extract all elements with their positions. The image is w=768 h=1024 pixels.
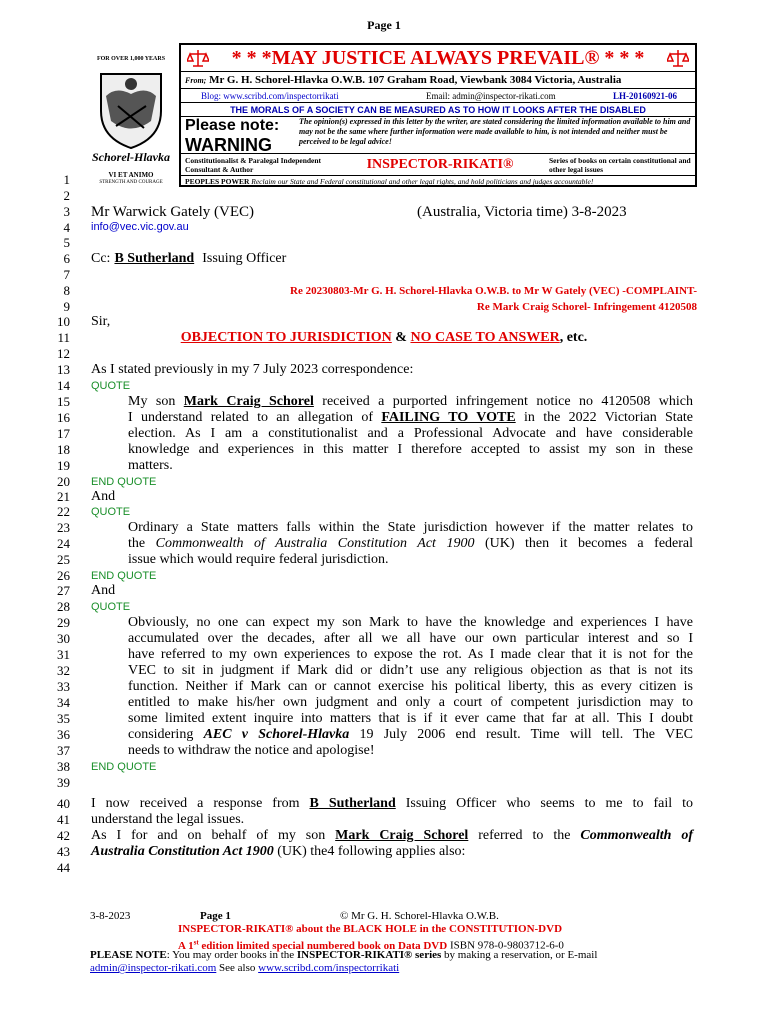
letterhead-contact <box>181 89 695 103</box>
line-number: 44 <box>57 860 70 875</box>
case-citation: AEC v Schorel-Hlavka <box>203 727 350 742</box>
text-span: See also <box>216 962 259 974</box>
line-number: 3 <box>63 204 70 219</box>
line-number: 13 <box>57 362 70 377</box>
line-number: 20 <box>57 474 70 489</box>
peoples-power-row <box>181 175 695 187</box>
son-name: Mark Craig Schorel <box>183 394 314 409</box>
line-number: 33 <box>57 679 70 694</box>
text-span: (UK) the4 following applies also: <box>273 844 466 859</box>
quote-label: QUOTE <box>91 601 131 613</box>
line-number: 41 <box>57 812 70 827</box>
paragraph-line: understand the legal issues. <box>91 812 245 827</box>
quote1-line: matters. <box>128 458 173 473</box>
text-span: (UK) then it becomes a federal <box>474 536 694 551</box>
line-number: 39 <box>57 775 70 790</box>
quote2-line: issue which would require federal jurisdiction. <box>128 552 389 567</box>
line-number: 40 <box>57 796 70 811</box>
quote-label: QUOTE <box>91 380 131 392</box>
quote1-line <box>128 410 693 426</box>
letter-heading <box>0 330 768 346</box>
quote1-line: knowledge and experiences in this matter I therefore accepted to assist my son in these <box>128 442 693 457</box>
coat-of-arms-icon <box>96 66 166 150</box>
failing-to-vote: FAILING TO VOTE <box>381 410 516 425</box>
line-number: 4 <box>63 220 70 235</box>
line-number: 27 <box>57 583 70 598</box>
quote3-line: VEC to sit in judgment if Mark did or didn’t use any religious objection as that is not its <box>128 663 693 678</box>
end-quote-label: END QUOTE <box>91 570 157 582</box>
text-span: by making a reservation, or E-mail <box>441 949 598 961</box>
footer-dvd-line: INSPECTOR-RIKATI® about the BLACK HOLE in the CONSTITUTION-DVD <box>178 923 563 935</box>
line-number: 6 <box>63 251 70 266</box>
from-address: Mr G. H. Schorel-Hlavka O.W.B. 107 Graham Road, Viewbank 3084 Victoria, Australia <box>209 74 622 86</box>
quote-label: QUOTE <box>91 506 131 518</box>
quote3-line: function. Neither if Mark can or cannot exercise his political liberty, this as every citizen is <box>128 679 693 694</box>
letter-reference: LH-20160921-06 <box>613 91 677 101</box>
footer-email-link[interactable]: admin@inspector-rikati.com <box>90 962 217 974</box>
salutation: Sir, <box>91 314 111 329</box>
please-note-label: Please note: <box>185 117 280 134</box>
text-span: 19 July 2006 end result. Time will tell. The VEC <box>349 727 693 742</box>
quote3-line: accumulated over the decades, after all we all have our own particular interest and so I <box>128 631 693 646</box>
footer-links <box>90 962 399 975</box>
text-span: A 1 <box>178 939 194 952</box>
line-number: 38 <box>57 759 70 774</box>
letterhead-title: * * *MAY JUSTICE ALWAYS PREVAIL® * * * <box>181 45 695 72</box>
line-number: 16 <box>57 410 70 425</box>
subject-line-2: Re Mark Craig Schorel- Infringement 4120508 <box>476 301 697 313</box>
letterhead-email[interactable]: Email: admin@inspector-rikati.com <box>426 91 556 101</box>
cc-label: Cc: <box>91 251 111 266</box>
line-number: 42 <box>57 828 70 843</box>
act-title: Australia Constitution Act 1900 <box>91 844 274 859</box>
act-title: Commonwealth of Australia Constitution Act 1900 <box>155 536 475 551</box>
text-span: considering <box>128 727 204 742</box>
line-number: 32 <box>57 663 70 678</box>
quote3-line <box>128 727 693 743</box>
isbn: ISBN 978-0-9803712-6-0 <box>447 939 564 952</box>
end-quote-label: END QUOTE <box>91 761 157 773</box>
text-span: in the 2022 Victorian State <box>515 410 694 425</box>
and-label: And <box>91 489 116 504</box>
line-number: 10 <box>57 314 70 329</box>
text-span: st <box>193 938 199 946</box>
logo-motto: VI ET ANIMO <box>108 171 154 179</box>
cc-name: B Sutherland <box>114 251 195 266</box>
line-number: 21 <box>57 489 70 504</box>
text-span: the <box>128 536 156 551</box>
intro-paragraph: As I stated previously in my 7 July 2023 correspondence: <box>91 362 414 377</box>
line-number: 28 <box>57 599 70 614</box>
line-number: 37 <box>57 743 70 758</box>
line-number: 22 <box>57 504 70 519</box>
disclaimer-text: The opinion(s) expressed in this letter by the writer, are stated considering the limited information available to him and may not be the same where further information were made available to him, is not intended and neither must be perceived to be legal advice! <box>299 117 691 146</box>
time-note: (Australia, Victoria time) 3-8-2023 <box>417 204 627 220</box>
morals-banner: THE MORALS OF A SOCIETY CAN BE MEASURED AS TO HOW IT LOOKS AFTER THE DISABLED <box>181 103 695 117</box>
paragraph-line <box>91 796 693 812</box>
series-name: INSPECTOR-RIKATI® series <box>296 949 442 961</box>
line-number: 31 <box>57 647 70 662</box>
line-number: 5 <box>63 235 70 250</box>
peoples-power-label: PEOPLES POWER <box>185 177 250 186</box>
quote1-line <box>128 394 693 410</box>
son-name: Mark Craig Schorel <box>335 828 469 843</box>
series-text: Series of books on certain constitutional and other legal issues <box>549 156 691 174</box>
blog-link[interactable]: Blog: www.scribd.com/inspectorrikati <box>201 91 339 101</box>
line-number: 43 <box>57 844 70 859</box>
text-span: As I for and on behalf of my son <box>91 828 336 843</box>
line-number: 19 <box>57 458 70 473</box>
inspector-rikati-title: INSPECTOR-RIKATI® <box>366 157 514 172</box>
heading-etc: , etc. <box>559 330 588 345</box>
quote2-line: Ordinary a State matters falls within the State jurisdiction however if the matter relates to <box>128 520 693 535</box>
text-span: I now received a response from <box>91 796 310 811</box>
and-label: And <box>91 583 116 598</box>
line-number: 24 <box>57 536 70 551</box>
quote2-line <box>128 536 693 552</box>
paragraph-line <box>91 844 465 860</box>
line-number: 8 <box>63 283 70 298</box>
text-span: received a purported infringement notice no 4120508 which <box>313 394 694 409</box>
footer-date: 3-8-2023 <box>90 910 131 922</box>
text-span: Issuing Officer who seems to me to fail to <box>395 796 693 811</box>
line-number: 18 <box>57 442 70 457</box>
quote3-line: entitled to make his/her own judgment and only a court of competent jurisdiction may to <box>128 695 693 710</box>
officer-name: B Sutherland <box>309 796 396 811</box>
quote3-line: Obviously, no one can expect my son Mark to have the knowledge and experiences I have <box>128 615 693 630</box>
warning-label: WARNING <box>185 135 272 155</box>
addressee: Mr Warwick Gately (VEC) <box>91 204 255 220</box>
line-number: 17 <box>57 426 70 441</box>
text-span: referred to the <box>468 828 581 843</box>
line-number: 25 <box>57 552 70 567</box>
from-label: From; <box>185 76 207 85</box>
line-number: 7 <box>63 267 70 282</box>
footer-page: Page 1 <box>200 910 231 922</box>
note-label: PLEASE NOTE <box>90 949 167 961</box>
letterhead <box>179 43 697 187</box>
quote3-line: have referred to my own experiences to expose the rot. As I made clear that it is not for the <box>128 647 693 662</box>
quote3-line: needs to withdraw the notice and apologise! <box>128 743 375 758</box>
line-number: 29 <box>57 615 70 630</box>
line-number: 30 <box>57 631 70 646</box>
heading-objection: OBJECTION TO JURISDICTION <box>180 330 392 345</box>
line-number: 2 <box>63 188 70 203</box>
consultant-text: Constitutionalist & Paralegal Independent Consultant & Author <box>185 156 322 174</box>
cc-role: Issuing Officer <box>202 251 287 266</box>
peoples-power-text: Reclaim our State and Federal constitutional and other legal rights, and hold politicians and judges accountable! <box>251 177 594 186</box>
text-span: I understand related to an allegation of <box>128 410 382 425</box>
heading-no-case: NO CASE TO ANSWER <box>410 330 560 345</box>
subject-line-1: Re 20230803-Mr G. H. Schorel-Hlavka O.W.B. to Mr W Gately (VEC) -COMPLAINT- <box>290 285 697 297</box>
logo-tagline: FOR OVER 1,000 YEARS <box>96 56 166 62</box>
cc-line <box>91 251 286 267</box>
line-number: 14 <box>57 378 70 393</box>
footer-note <box>90 949 597 962</box>
footer-url-link[interactable]: www.scribd.com/inspectorrikati <box>258 962 400 974</box>
end-quote-label: END QUOTE <box>91 476 157 488</box>
line-number: 26 <box>57 568 70 583</box>
line-number: 1 <box>63 172 70 187</box>
logo-name: Schorel-Hlavka <box>92 150 170 164</box>
text-span: My son <box>128 394 184 409</box>
addressee-email[interactable]: info@vec.vic.gov.au <box>91 221 189 233</box>
text-span: edition limited special numbered book on Data DVD <box>198 939 448 952</box>
line-number: 12 <box>57 346 70 361</box>
line-number: 9 <box>63 299 70 314</box>
page-number-top: Page 1 <box>367 18 401 32</box>
quote1-line: election. As I am a constitutionalist and a Professional Advocate and have considerable <box>128 426 693 441</box>
text-span: : You may order books in the <box>166 949 297 961</box>
logo-subtitle: STRENGTH AND COURAGE <box>99 180 163 185</box>
letterhead-author-row <box>181 153 695 175</box>
line-number: 23 <box>57 520 70 535</box>
line-number: 36 <box>57 727 70 742</box>
footer-copyright: © Mr G. H. Schorel-Hlavka O.W.B. <box>340 910 499 922</box>
line-number: 35 <box>57 711 70 726</box>
paragraph-line <box>91 828 693 844</box>
act-title: Commonwealth of <box>580 828 693 843</box>
line-number: 15 <box>57 394 70 409</box>
quote3-line: some limited extent inquire into matters that is if it ever came that far at all. This I doubt <box>128 711 693 726</box>
line-number: 34 <box>57 695 70 710</box>
heading-amp: & <box>395 330 407 345</box>
letterhead-from <box>181 72 695 89</box>
line-number: 11 <box>57 330 70 345</box>
